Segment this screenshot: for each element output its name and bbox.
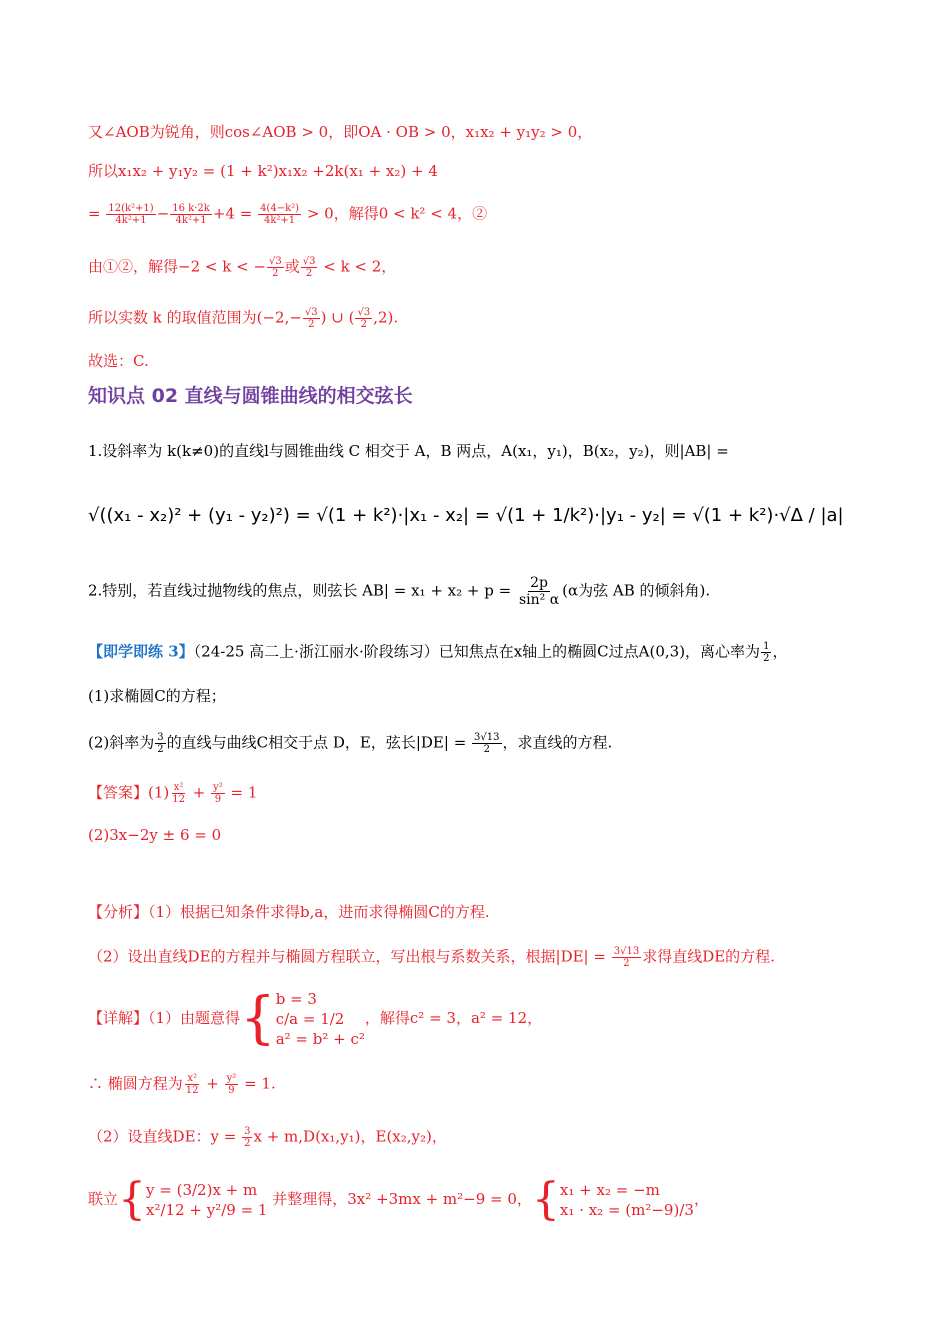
text: （24-25 高二上·浙江丽水·阶段练习）已知焦点在x轴上的椭圆C过点A(0,3)，离心率为 [193,642,761,661]
text: （2）设直线DE：y = [88,1127,242,1146]
numerator: 3√13 [613,946,640,957]
fraction [170,782,187,805]
text: > 0，解得0 < k² < 4，② [302,204,488,223]
text: x + m,D(x₁,y₁)，E(x₂,y₂)， [253,1127,447,1146]
text: （2）设出直线DE的方程并与椭圆方程联立，写出根与系数关系，根据|DE| = [88,947,611,966]
fraction [301,256,318,279]
solution-line-1 [88,122,592,142]
detail-tag: 【详解】 [88,1009,149,1027]
text: = 1. [239,1074,276,1093]
system-row: c/a = 1/2 [275,1010,345,1028]
denominator: 12 [185,1085,199,1096]
text: ， [772,642,788,661]
numerator: x² [187,1073,197,1084]
question-1 [88,686,226,706]
solution-line-4 [88,256,396,279]
numerator: √3 [302,256,316,267]
system-row: a² = b² + c² [275,1030,365,1048]
paragraph-1 [88,441,729,461]
denominator: 2 [763,653,770,664]
answer-1 [88,782,257,805]
denominator: 2 [272,268,279,279]
numerator: 16 k·2k [172,203,210,214]
denominator: 4k²+1 [115,215,147,226]
text: 求得直线DE的方程. [642,947,775,966]
left-brace: { [531,1174,560,1225]
text: < k < 2， [318,257,397,276]
denominator: 2 [157,744,164,755]
denominator: 9 [228,1085,235,1096]
text: ∴ 椭圆方程为 [88,1074,183,1093]
solution-line-2 [88,161,438,181]
fraction [517,575,561,608]
denominator: 2 [623,958,630,969]
paragraph-2 [88,575,710,608]
numerator: 3 [244,1126,251,1137]
fraction [612,946,641,969]
detail-2 [88,1073,276,1096]
text: (1) [148,783,170,802]
fraction [472,732,501,755]
fraction [106,203,155,226]
text: 并整理得，3x² +3mx + m²−9 = 0， [267,1190,532,1208]
heading-text: 知识点 02 直线与圆锥曲线的相交弦长 [88,385,413,407]
numerator: 12(k²+1) [108,203,154,214]
numerator: 3 [157,732,164,743]
text: （1）由题意得 [148,1009,241,1027]
text: − [156,204,170,223]
fraction [267,256,284,279]
solution-line-6 [88,351,149,371]
numerator: 2p [530,575,548,591]
text: 故选：C. [88,352,149,370]
text: （1）根据已知条件求得b,a，进而求得椭圆C的方程. [148,903,490,921]
numerator: x² [173,782,184,793]
numerator: 1 [763,641,770,652]
exercise-prompt [88,641,787,664]
formula-text: √((x₁ - x₂)² + (y₁ - y₂)²) = √(1 + k²)·|x₁ - x₂| = √(1 + 1/k²)·|y₁ - y₂| = √(1 + k²)·√Δ / |a| [88,505,844,526]
fraction [184,1073,201,1096]
text: 由①②，解得−2 < k < − [88,257,266,276]
text: 1.设斜率为 k(k≠0)的直线l与圆锥曲线 C 相交于 A，B 两点，A(x₁，y₁)，B(x₂，y₂)，则|AB| = [88,442,729,460]
system-row: x₁ + x₂ = −m [559,1181,660,1199]
fraction [170,203,212,226]
denominator: 2 [483,744,490,755]
fraction [242,1126,252,1149]
analysis-1 [88,902,490,922]
numerator: y² [213,782,223,793]
denominator: 9 [214,794,222,805]
text: +4 = [212,204,258,223]
text: + [188,783,211,802]
numerator: √3 [357,307,371,318]
denominator: 2 [305,268,313,279]
fraction [761,641,771,664]
left-brace: { [118,1174,147,1225]
system-row: x²/12 + y²/9 = 1 [146,1201,268,1219]
text: 2.特别，若直线过抛物线的焦点，则弦长 AB| = x₁ + x₂ + p = [88,581,516,600]
solution-line-3 [88,203,487,226]
text: (α为弦 AB 的倾斜角). [562,581,711,600]
fraction [303,307,320,330]
answer-2 [88,825,221,845]
text: (1)求椭圆C的方程； [88,687,226,705]
text: 又∠AOB为锐角，则cos∠AOB > 0，即OA · OB > 0，x₁x₂ + y₁y₂ > 0， [88,123,593,141]
numerator: 4(4−k²) [260,203,300,214]
text: ， [693,1190,709,1208]
numerator: 3√13 [474,732,500,743]
text: = 1 [225,783,258,802]
detail-4 [88,1172,709,1228]
exercise-tag: 【即学即练 3】 [88,642,194,661]
numerator: √3 [304,307,318,318]
text: 所以x₁x₂ + y₁y₂ = (1 + k²)x₁x₂ +2k(x₁ + x₂) + 4 [88,162,438,180]
question-2 [88,732,612,755]
numerator: y² [226,1073,237,1084]
text: 或 [284,257,300,276]
text: = [88,204,106,223]
denominator: sin² α [518,592,560,608]
detail-1 [88,988,542,1049]
analysis-2 [88,946,775,969]
denominator: 4k²+1 [175,215,207,226]
text: (2)斜率为 [88,733,155,752]
denominator: 4k²+1 [263,215,296,226]
equation-system [560,1180,694,1220]
chord-length-formula [88,486,844,546]
system-row: b = 3 [275,990,317,1008]
text: 联立 [88,1190,119,1208]
analysis-tag: 【分析】 [88,903,149,921]
answer-tag: 【答案】 [88,783,149,802]
text: (2)3x−2y ± 6 = 0 [88,826,222,844]
system-row: x₁ · x₂ = (m²−9)/3 [559,1201,694,1219]
text: + [201,1074,224,1093]
equation-system [276,989,365,1049]
fraction [211,782,225,805]
solution-line-5 [88,307,398,330]
text: ，求直线的方程. [502,733,613,752]
text: ,2). [373,308,399,327]
text: ) ∪ ( [320,308,355,327]
left-brace: { [240,986,276,1051]
numerator: √3 [268,256,282,267]
denominator: 2 [244,1138,251,1149]
text: 的直线与曲线C相交于点 D，E，弦长|DE| = [166,733,472,752]
denominator: 12 [172,794,185,805]
section-heading [88,382,413,410]
denominator: 2 [308,319,315,330]
system-row: y = (3/2)x + m [146,1181,258,1199]
text: 所以实数 k 的取值范围为(−2,− [88,308,302,327]
denominator: 2 [360,319,368,330]
fraction [355,307,372,330]
fraction [225,1073,239,1096]
text: ，解得c² = 3，a² = 12， [364,1009,543,1027]
fraction [155,732,165,755]
fraction [258,203,301,226]
equation-system [146,1180,267,1220]
detail-3 [88,1126,447,1149]
